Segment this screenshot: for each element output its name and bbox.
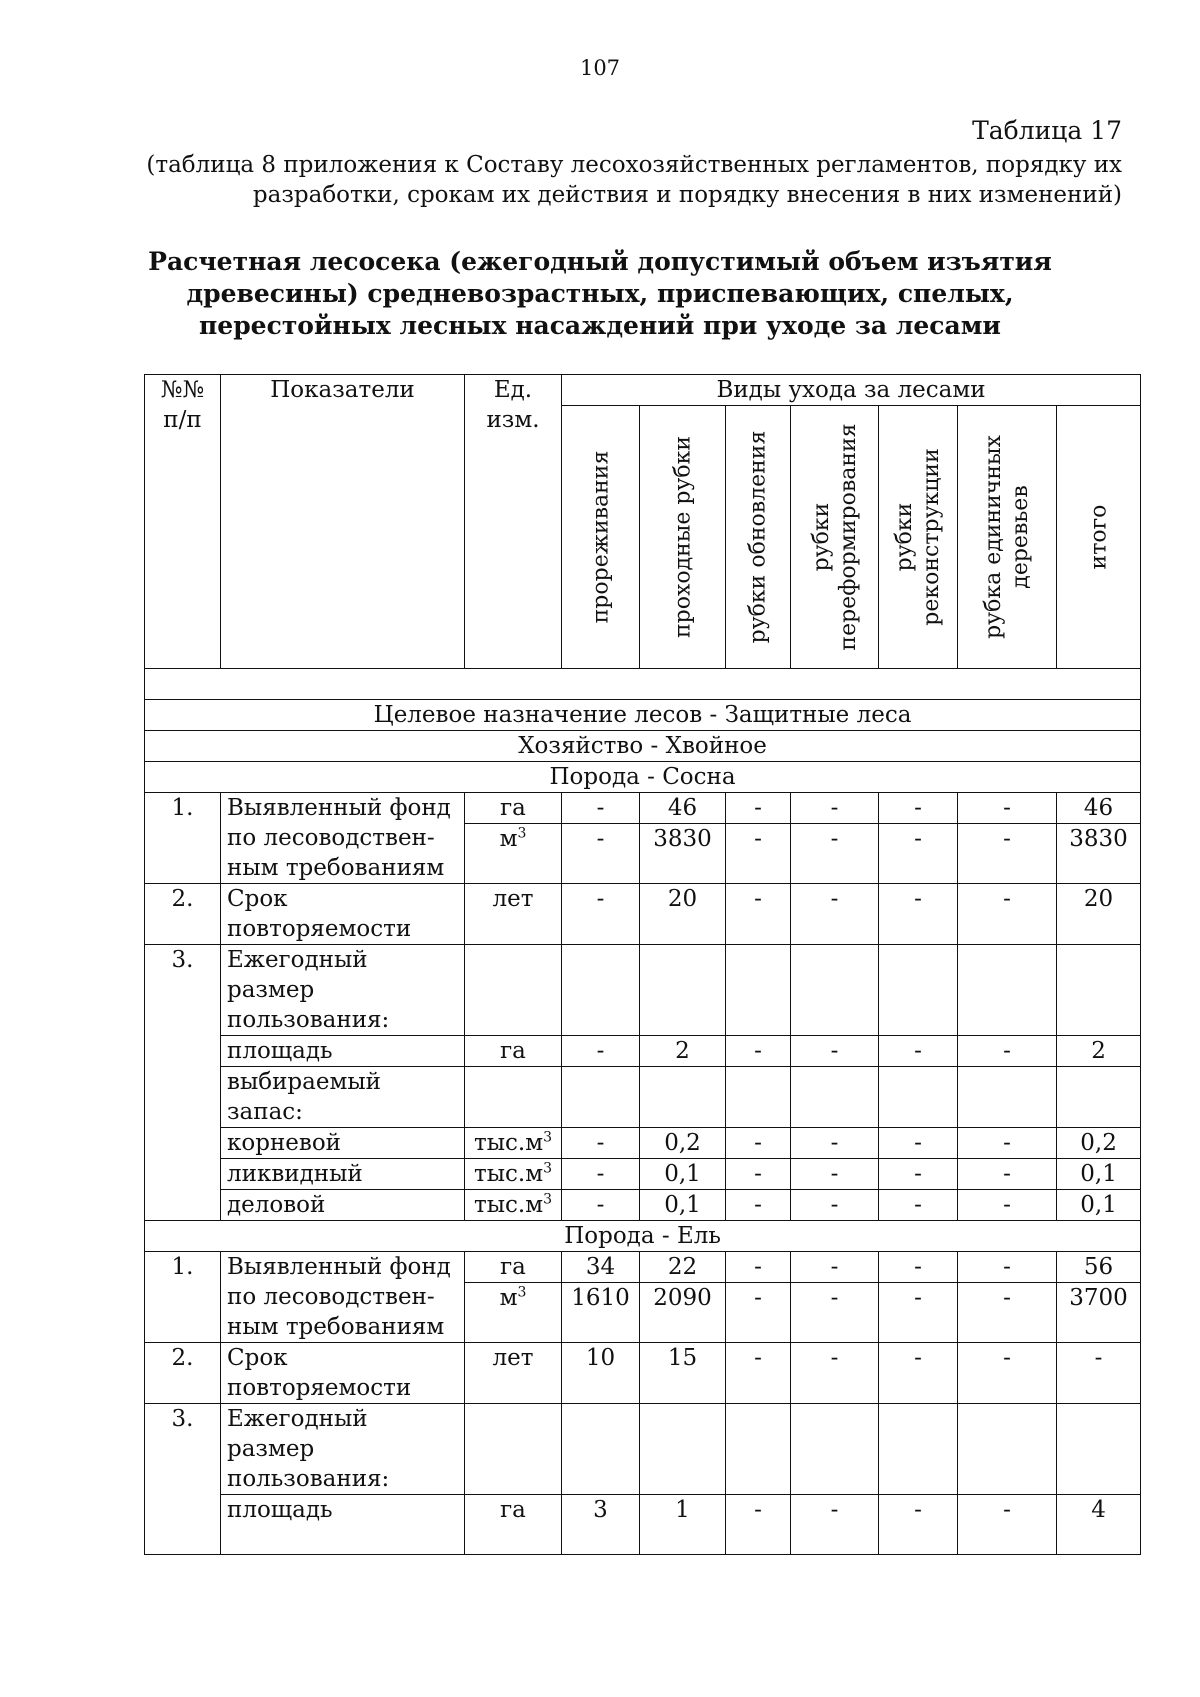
- table-row: 1. Выявленный фонд по лесоводствен-ным требованиям га - 46 - - - - 46: [145, 793, 1141, 824]
- caption-line: (таблица 8 приложения к Составу лесохозяйственных регламентов, порядку их: [146, 152, 1122, 178]
- table-row: площадь га 3 1 - - - - 4: [145, 1495, 1141, 1555]
- table-row: 2. Срок повторяемости лет 10 15 - - - - -: [145, 1343, 1141, 1404]
- page-number: 107: [579, 56, 621, 80]
- header-col-6: рубка единичных деревьев: [958, 406, 1057, 669]
- title-line: Расчетная лесосека (ежегодный допустимый объем изъятия: [148, 247, 1052, 276]
- species-row: Порода - Ель: [145, 1221, 1141, 1252]
- document-title: [0, 246, 1200, 342]
- table-row: корневой $тыс.м^3$ - 0,2 - - - - 0,2: [145, 1128, 1141, 1159]
- table-row: деловой $тыс.м^3$ - 0,1 - - - - 0,1: [145, 1190, 1141, 1221]
- table-row: ликвидный $тыс.м^3$ - 0,1 - - - - 0,1: [145, 1159, 1141, 1190]
- title-line: перестойных лесных насаждений при уходе за лесами: [199, 311, 1001, 340]
- header-col-5: рубки реконструкции: [879, 406, 958, 669]
- table-row: 2. Срок повторяемости лет - 20 - - - - 20: [145, 884, 1141, 945]
- header-unit: Ед. изм.: [465, 375, 562, 669]
- table-row: площадь га - 2 - - - - 2: [145, 1036, 1141, 1067]
- table-row: $м^3$ - 3830 - - - - 3830: [145, 824, 1141, 884]
- header-col-3: рубки обновления: [726, 406, 791, 669]
- header-col-2: проходные рубки: [640, 406, 726, 669]
- header-col-4: рубки переформирования: [791, 406, 879, 669]
- species-row: Порода - Сосна: [145, 762, 1141, 793]
- forest-table: [144, 374, 1141, 1555]
- header-row: [145, 375, 1141, 406]
- title-line: древесины) средневозрастных, приспевающих, спелых,: [186, 279, 1014, 308]
- table-caption: [122, 150, 1122, 210]
- caption-line: разработки, срокам их действия и порядку внесения в них изменений): [252, 182, 1122, 208]
- economy-row: Хозяйство - Хвойное: [145, 731, 1141, 762]
- table-row: выбираемый запас:: [145, 1067, 1141, 1128]
- purpose-row: Целевое назначение лесов - Защитные леса: [145, 700, 1141, 731]
- header-group: Виды ухода за лесами: [562, 375, 1141, 406]
- table-row: 1. Выявленный фонд по лесоводствен-ным требованиям га 34 22 - - - - 56: [145, 1252, 1141, 1283]
- table-number: Таблица 17: [972, 116, 1122, 145]
- header-col-1: прореживания: [562, 406, 640, 669]
- empty-row: [145, 669, 1141, 700]
- header-indicators: Показатели: [221, 375, 465, 669]
- table-row: 3. Ежегодный размер пользования:: [145, 1404, 1141, 1495]
- table-row: 3. Ежегодный размер пользования:: [145, 945, 1141, 1036]
- header-num: №№ п/п: [145, 375, 221, 669]
- table-row: $м^3$ 1610 2090 - - - - 3700: [145, 1283, 1141, 1343]
- header-col-7: итого: [1057, 406, 1141, 669]
